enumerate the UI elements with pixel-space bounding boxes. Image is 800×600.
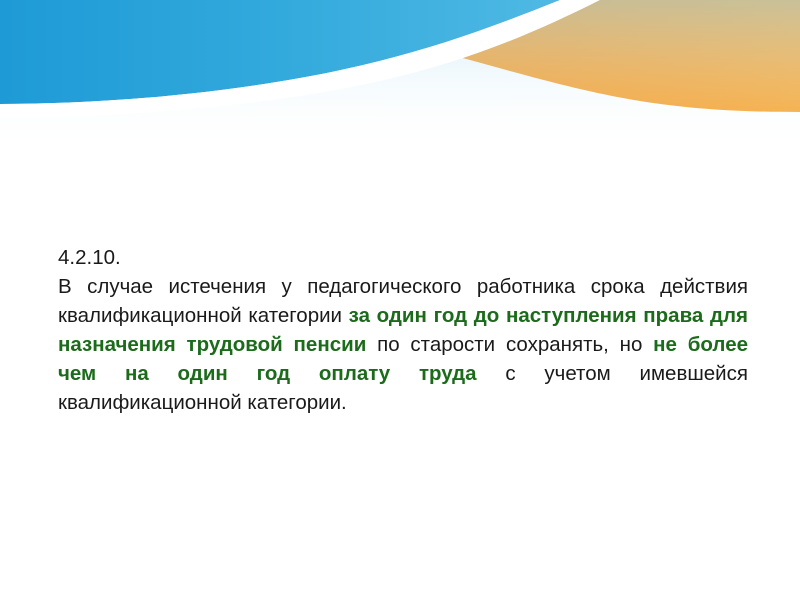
clause-body	[58, 272, 748, 417]
clause-highlight-1: за один год до наступления права для назначения трудовой пенсии	[58, 304, 748, 356]
slide-content	[58, 243, 748, 417]
clause-text-2: по старости сохранять, но	[366, 333, 654, 356]
clause-highlight-3: не более чем на один год оплату труда	[58, 333, 748, 385]
clause-text-0: В случае истечения у педагогического работника срока действия квалификационной категории	[58, 275, 748, 327]
clause-text-4: с учетом имевшейся квалификационной категории.	[58, 362, 748, 414]
clause-number: 4.2.10.	[58, 246, 121, 269]
clause-body-text	[58, 275, 748, 414]
banner-wave-graphic	[0, 0, 800, 150]
decorative-banner	[0, 0, 800, 150]
